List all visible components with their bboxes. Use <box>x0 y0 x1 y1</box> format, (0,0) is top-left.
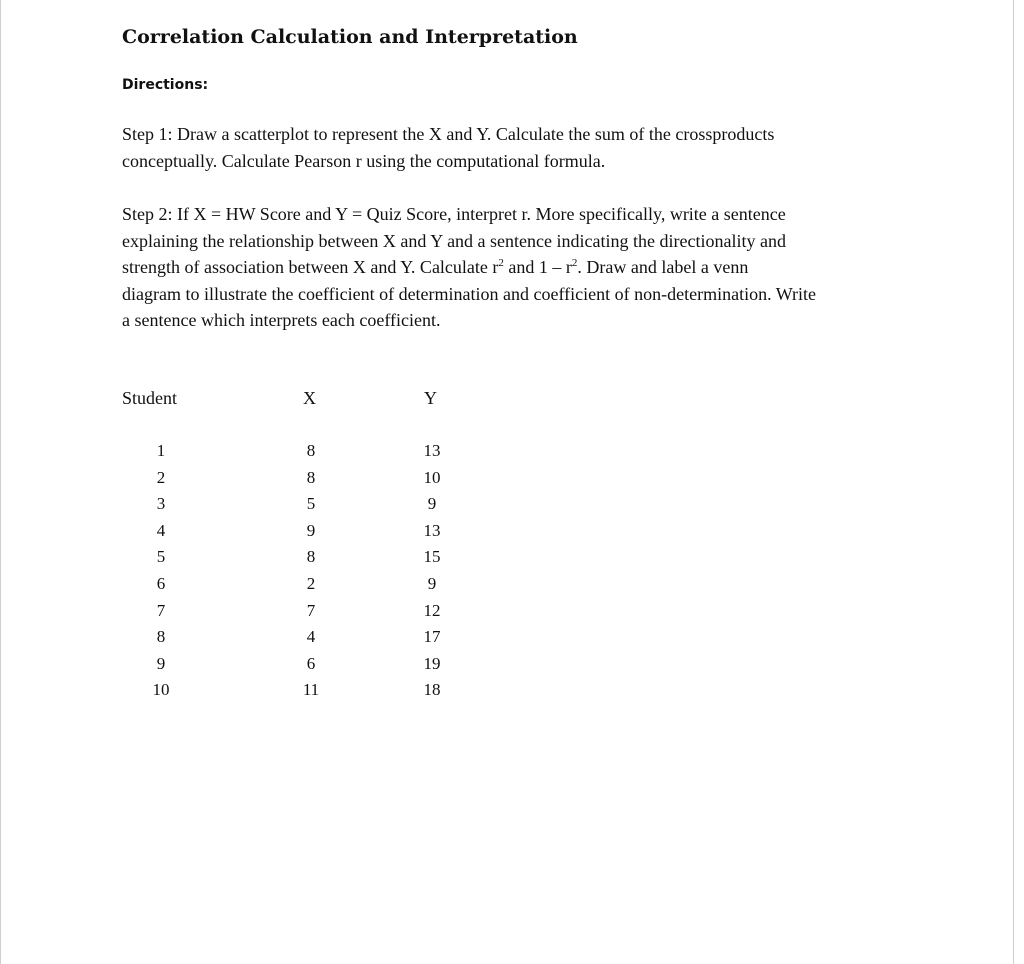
cell-y: 19 <box>423 653 441 673</box>
cell-x: 5 <box>306 494 316 514</box>
cell-x: 6 <box>306 653 316 673</box>
cell-student: 1 <box>156 441 166 460</box>
cell-student: 6 <box>156 574 166 593</box>
cell-x: 11 <box>302 680 320 700</box>
cell-student: 4 <box>156 520 166 540</box>
header-y: Y <box>424 388 437 408</box>
cell-x: 4 <box>306 627 316 647</box>
cell-y: 9 <box>427 574 437 593</box>
cell-student: 9 <box>156 653 166 673</box>
cell-x: 8 <box>306 441 316 460</box>
cell-y: 15 <box>423 547 441 567</box>
document-title: Correlation Calculation and Interpretation <box>122 26 578 48</box>
cell-y: 13 <box>423 441 441 460</box>
step2-line: explaining the relationship between X and Y and a sentence indicating the directionality and <box>122 230 786 251</box>
step2-paragraph <box>122 201 922 334</box>
cell-x: 8 <box>306 467 316 487</box>
directions-label: Directions: <box>122 77 209 93</box>
cell-y: 12 <box>423 600 441 620</box>
cell-student: 7 <box>156 600 166 620</box>
step2-text: and 1 – r <box>503 257 572 277</box>
superscript: 2 <box>571 257 578 269</box>
superscript: 2 <box>498 257 504 269</box>
cell-y: 17 <box>423 627 441 647</box>
cell-x: 2 <box>306 574 316 593</box>
step2-line: a sentence which interprets each coefficient. <box>122 310 441 330</box>
step2-text: . Draw and label a venn <box>577 257 749 277</box>
step1-paragraph <box>122 121 922 174</box>
cell-student: 5 <box>156 547 166 567</box>
step2-line: diagram to illustrate the coefficient of determination and coefficient of non-determination. Write <box>122 283 817 304</box>
step1-line: conceptually. Calculate Pearson r using the computational formula. <box>122 150 606 171</box>
step2-text: strength of association between X and Y. Calculate r <box>122 257 499 277</box>
cell-x: 7 <box>306 600 316 620</box>
step1-line: Step 1: Draw a scatterplot to represent the X and Y. Calculate the sum of the crossproducts <box>122 124 775 144</box>
cell-y: 18 <box>423 680 441 700</box>
cell-y: 10 <box>423 467 441 487</box>
cell-student: 3 <box>156 494 166 514</box>
cell-student: 8 <box>156 627 166 647</box>
header-x: X <box>303 388 316 408</box>
cell-student: 2 <box>156 467 166 487</box>
step2-line <box>122 254 922 281</box>
header-student: Student <box>122 388 178 408</box>
cell-x: 8 <box>306 547 316 567</box>
cell-y: 9 <box>427 494 437 514</box>
cell-student: 10 <box>152 680 170 700</box>
cell-x: 9 <box>306 520 316 540</box>
step2-line: Step 2: If X = HW Score and Y = Quiz Score, interpret r. More specifically, write a sentence <box>122 204 786 224</box>
cell-y: 13 <box>423 520 441 540</box>
